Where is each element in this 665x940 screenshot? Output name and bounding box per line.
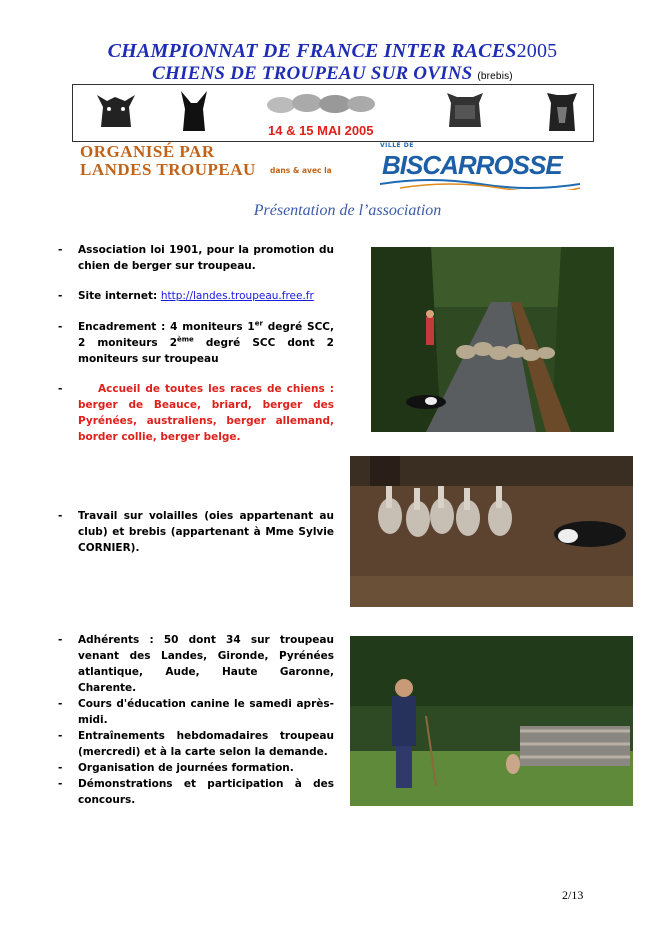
list-item: - Accueil de toutes les races de chiens : berger de Beauce, briard, berger des Pyrénées, australiens, berger allemand, border collie, berger belge. [58,383,334,443]
website-link[interactable]: http://landes.troupeau.free.fr [160,290,314,302]
event-banner [72,84,594,142]
list-item: - Adhérents : 50 dont 34 sur troupeau venant des Landes, Gironde, Pyrénées atlantique, Aude, Haute Garonne, Charente. [58,634,334,694]
photo-geese [350,456,633,607]
list-item: - Encadrement : 4 moniteurs 1er degré SCC, 2 moniteurs 2ème degré SCC dont 2 moniteurs sur troupeau [58,319,334,365]
list-item: - Site internet: http://landes.troupeau.free.fr [58,290,314,302]
dog-head-icon [445,89,485,131]
title-year: 2005 [516,40,558,62]
event-date: 14 & 15 MAI 2005 [268,123,374,138]
title-line1: CHAMPIONNAT DE FRANCE INTER RACES [107,40,517,62]
list-item: - Travail sur volailles (oies appartenant au club) et brebis (appartenant à Mme Sylvie CORNIER). [58,510,334,554]
list-block-3 [58,632,334,808]
logo-ville-text: VILLE DE [380,142,414,149]
list-block-2 [58,508,334,556]
title-line2: CHIENS DE TROUPEAU SUR OVINS [152,63,473,84]
dog-head-icon [543,89,581,133]
logo-name-text: BISCARROSSE [382,150,562,180]
list-item: - Démonstrations et participation à des concours. [58,778,334,806]
list-item: - Entraînements hebdomadaires troupeau (mercredi) et à la carte selon la demande. [58,730,334,758]
list-block-1 [58,242,334,445]
sheep-flock-icon [261,89,381,119]
list-item: - Cours d'éducation canine le samedi après-midi. [58,698,334,726]
dog-head-icon [91,89,141,131]
section-title: Présentation de l’association [253,202,442,219]
subtitle [0,63,665,85]
title-line2-note: (brebis) [477,71,513,82]
photo-sheep-road [371,247,614,432]
wave-icon [380,176,580,190]
biscarrosse-logo [380,142,580,190]
page-number: 2/13 [562,888,584,902]
list-item: - Organisation de journées formation. [58,762,294,774]
list-item: - Association loi 1901, pour la promotion du chien de berger sur troupeau. [58,244,334,272]
photo-handler [350,636,633,806]
organised-by-label: ORGANISÉ PAR [80,142,215,161]
organiser-name: LANDES TROUPEAU [80,160,256,179]
dog-head-icon [177,89,211,133]
partner-text: dans & avec la [270,166,332,175]
main-title [0,40,665,63]
